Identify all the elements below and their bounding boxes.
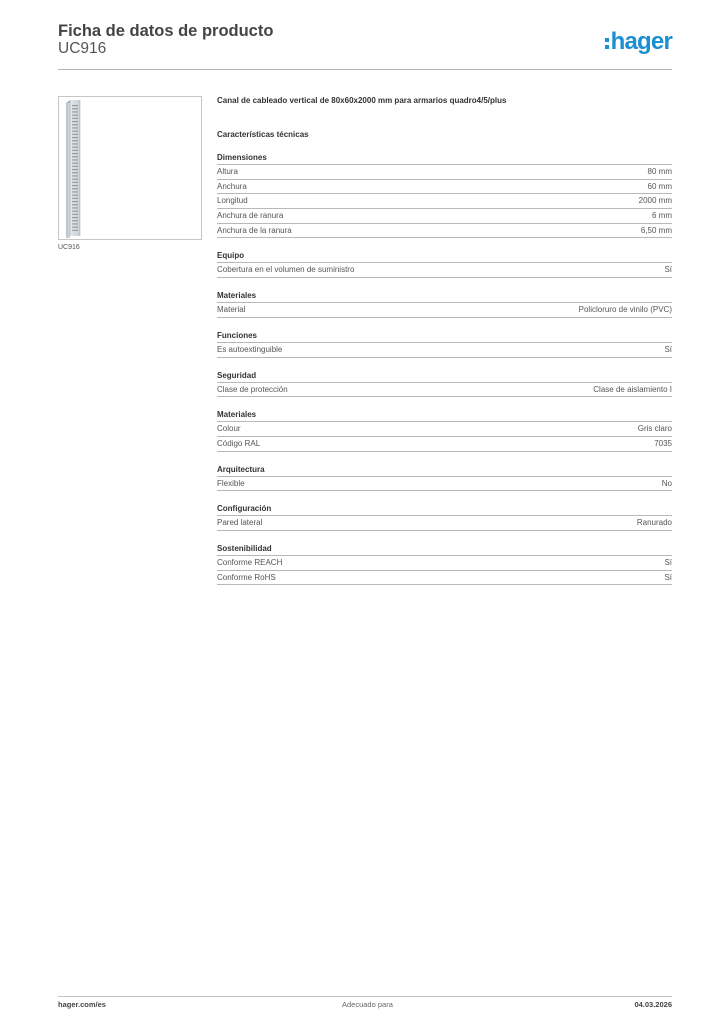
spec-row [217,477,672,492]
spec-label: Código RAL [217,438,261,448]
spec-section [217,371,672,398]
spec-row [217,165,672,180]
spec-row [217,516,672,531]
section-title: Configuración [217,504,672,516]
spec-row [217,224,672,239]
spec-row [217,556,672,571]
spec-value: 2000 mm [638,196,672,206]
spec-value: 7035 [654,438,672,448]
spec-label: Es autoextinguible [217,344,283,354]
page-title: Ficha de datos de producto [58,22,274,40]
section-title: Equipo [217,251,672,263]
spec-value: Sí [664,572,672,582]
logo-text: hager [610,28,672,55]
spec-value: Policloruro de vinilo (PVC) [578,305,672,315]
product-description: Canal de cableado vertical de 80x60x2000 mm para armarios quadro4/5/plus [217,96,507,105]
spec-content [217,96,672,585]
spec-section [217,251,672,278]
spec-section [217,153,672,238]
spec-value: Sí [664,344,672,354]
spec-section [217,465,672,492]
spec-label: Anchura de ranura [217,211,284,221]
hager-logo [605,28,672,56]
spec-label: Pared lateral [217,518,263,528]
spec-row [217,303,672,318]
spec-value: No [661,478,672,488]
spec-label: Clase de protección [217,384,288,394]
spec-label: Cobertura en el volumen de suministro [217,265,355,275]
spec-label: Anchura [217,181,247,191]
spec-row [217,571,672,586]
section-title: Materiales [217,291,672,303]
spec-value: 6 mm [652,211,672,221]
footer-note: Adecuado para [342,1000,393,1009]
spec-row [217,343,672,358]
spec-value: Sí [664,265,672,275]
spec-row [217,263,672,278]
spec-label: Colour [217,424,241,434]
product-code: UC916 [58,40,107,57]
section-title: Sostenibilidad [217,544,672,556]
section-title: Arquitectura [217,465,672,477]
spec-value: Sí [664,557,672,567]
spec-row [217,209,672,224]
spec-row [217,422,672,437]
spec-section [217,291,672,318]
spec-row [217,194,672,209]
footer-website: hager.com/es [58,1000,106,1009]
spec-value: 6,50 mm [640,225,672,235]
spec-value: Gris claro [637,424,672,434]
document-header [58,22,672,70]
product-image [58,96,202,240]
spec-label: Conforme RoHS [217,572,276,582]
document-footer [58,996,672,1010]
spec-value: Ranurado [636,518,672,528]
spec-label: Conforme REACH [217,557,283,567]
image-caption: UC916 [58,244,80,251]
spec-row [217,383,672,398]
spec-label: Material [217,305,246,315]
spec-row [217,437,672,452]
spec-label: Altura [217,167,238,176]
cable-duct-icon [59,97,203,241]
section-title: Materiales [217,410,672,422]
spec-section [217,544,672,585]
spec-sections [217,153,672,585]
section-title: Funciones [217,331,672,343]
spec-value: 80 mm [647,167,672,176]
spec-section [217,504,672,531]
section-title: Seguridad [217,371,672,383]
section-title: Dimensiones [217,153,672,165]
spec-section [217,331,672,358]
logo-dots-icon [605,38,609,49]
spec-section [217,410,672,451]
spec-label: Anchura de la ranura [217,225,292,235]
spec-row [217,180,672,195]
footer-date: 04.03.2026 [634,1000,672,1009]
spec-value: 60 mm [647,181,672,191]
spec-label: Longitud [217,196,248,206]
spec-label: Flexible [217,478,245,488]
spec-value: Clase de aislamiento I [593,384,672,394]
tech-heading: Características técnicas [217,130,309,139]
